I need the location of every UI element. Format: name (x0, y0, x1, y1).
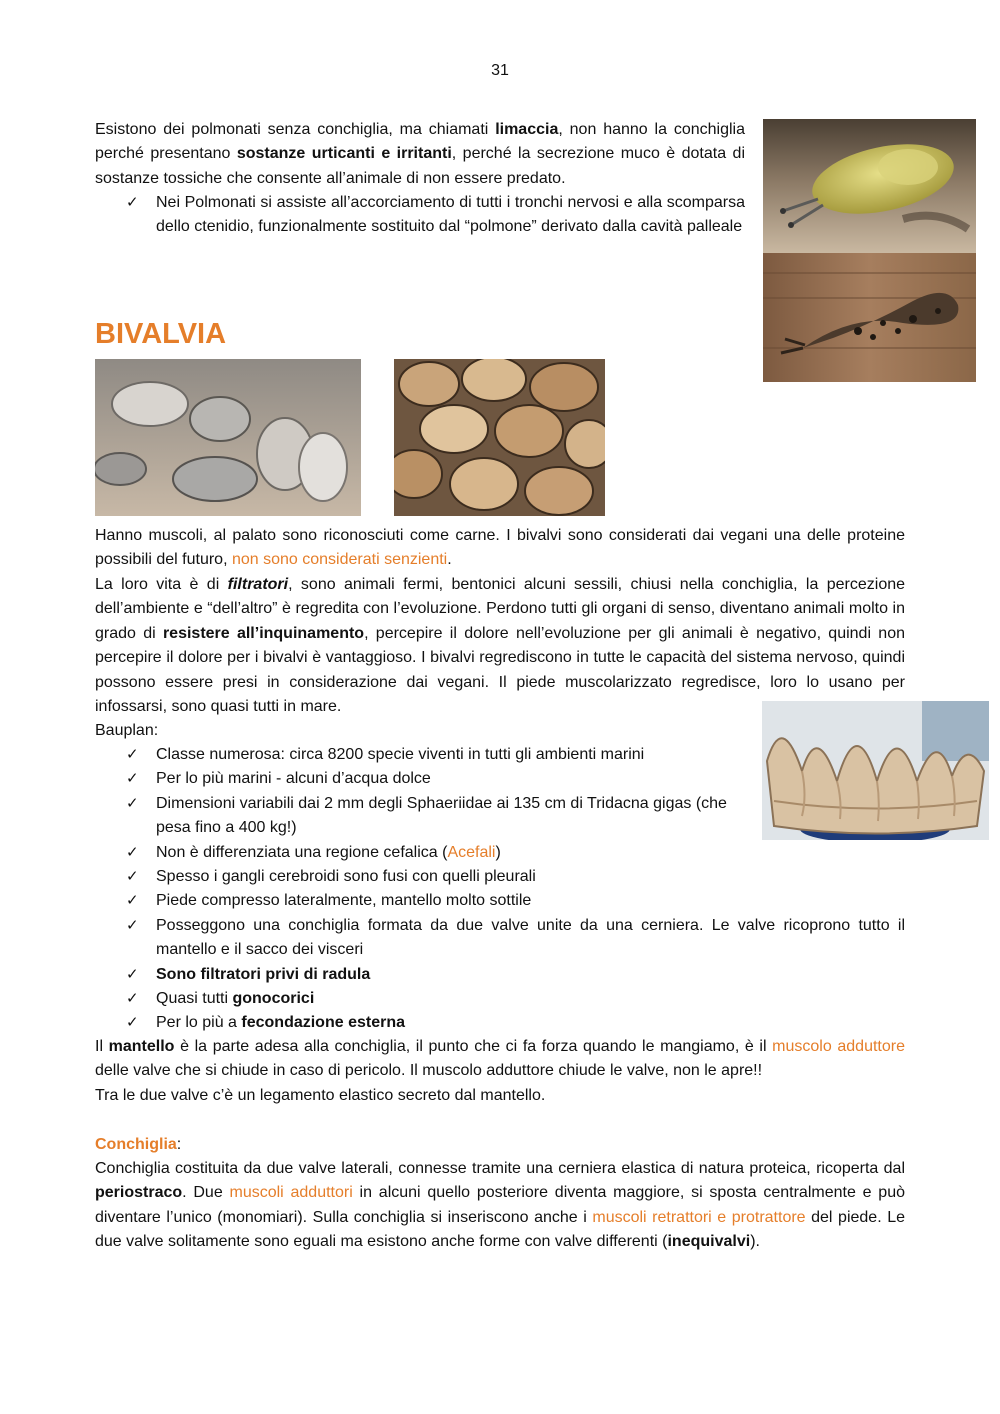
slug-yellow-photo (763, 119, 976, 253)
paragraph-proteine (95, 524, 905, 573)
conchiglia-text-5: ). (750, 1233, 760, 1251)
section-heading: BIVALVIA (95, 318, 227, 350)
check-icon: ✓ (126, 843, 139, 861)
check-icon: ✓ (126, 1014, 139, 1032)
list-item (95, 865, 905, 889)
bauplan-item-text: Piede compresso lateralmente, mantello molto sottile (156, 892, 532, 910)
bauplan-item-text: Dimensioni variabili dai 2 mm degli Sphaeriidae ai 135 cm di Tridacna gigas (che pesa fino a 400 kg!) (156, 794, 727, 837)
bauplan-item-text: Per lo più a (156, 1014, 242, 1032)
mantello-bold: mantello (108, 1038, 175, 1055)
paragraph-filtratori (95, 573, 905, 719)
intro-bullet-text: Nei Polmonati si assiste all’accorciamento di tutti i tronchi nervosi e alla scomparsa dello ctenidio, funzionalmente sostituito dal “polmone” derivato dalla cavità palleale (156, 194, 745, 236)
list-item (95, 963, 905, 987)
intro-bold-limaccia: limaccia (495, 121, 559, 138)
conchiglia-text-3: in alcuni quello posteriore diventa maggiore, si sposta centralmente e può diventare l’unico (monomiari). Sulla conchiglia si inseriscono anche i (95, 1184, 905, 1226)
conchiglia-bold-inequivalvi: inequivalvi (667, 1233, 751, 1251)
conchiglia-heading-text: Conchiglia (95, 1136, 177, 1153)
mantello-text-3: delle valve che si chiude in caso di pericolo. Il muscolo adduttore chiude le valve, non le apre!! (95, 1062, 763, 1080)
intro-text-1: Esistono dei polmonati senza conchiglia, ma chiamati (95, 121, 496, 138)
list-item (95, 743, 905, 767)
check-icon: ✓ (126, 892, 139, 910)
check-icon: ✓ (126, 916, 139, 934)
bauplan-item-text: Spesso i gangli cerebroidi sono fusi con quelli pleurali (156, 868, 536, 886)
list-item (95, 914, 905, 963)
bauplan-item-text: Posseggono una conchiglia formata da due valve unite da una cerniera. Le valve ricoprono tutto il mantello e il sacco dei visceri (156, 916, 905, 959)
check-icon: ✓ (126, 770, 139, 788)
bauplan-bold-gonocorici: gonocorici (232, 990, 315, 1008)
bauplan-bold-filtratori: Sono filtratori privi di radula (156, 965, 371, 983)
paragraph-conchiglia (95, 1157, 905, 1255)
p2-text-1: La loro vita è di (95, 576, 228, 593)
list-item (95, 1011, 905, 1035)
p2-bold-inquinamento: resistere all’inquinamento (162, 624, 365, 642)
intro-text-2: , non hanno la conchiglia perché presentano (95, 121, 746, 163)
mantello-text-2: è la parte adesa alla conchiglia, il punto che ci fa forza quando le mangiamo, è il (174, 1038, 773, 1055)
list-item (95, 792, 748, 841)
bauplan-item-text: Per lo più marini - alcuni d’acqua dolce (156, 770, 431, 788)
conchiglia-heading (95, 1133, 181, 1157)
intro-text-3: , perché la secrezione muco è dotata di sostanze tossiche che consente all’animale di non essere predato. (95, 145, 745, 187)
mantello-orange-adduttore: muscolo adduttore (772, 1038, 905, 1055)
check-icon: ✓ (126, 194, 139, 211)
list-item (95, 841, 905, 865)
check-icon: ✓ (126, 794, 139, 812)
bauplan-orange-acefali: Acefali (447, 843, 496, 861)
page-number: 31 (491, 62, 509, 79)
clams-pile-photo (394, 359, 605, 516)
paragraph-mantello (95, 1035, 905, 1084)
check-icon: ✓ (126, 965, 139, 983)
check-icon: ✓ (126, 868, 139, 886)
p1-orange-senzienti: non sono considerati senzienti (231, 551, 448, 569)
p2-text-3: , percepire il dolore nell’evoluzione per gli animali è negativo, quindi non percepire il dolore per i bivalvi è vantaggioso. I bivalvi regrediscono in tutte le capacità del sistema nervoso, quindi possono essere presi in considerazione dai vegani. Il piede muscolarizzato regredisce, loro lo usano per infossarsi, sono quasi tutti in mare. (95, 624, 905, 716)
intro-checklist (95, 191, 745, 240)
conchiglia-orange-adduttori: muscoli adduttori (229, 1184, 353, 1202)
p2-text-2: , sono animali fermi, bentonici alcuni sessili, chiusi nella conchiglia, la percezione dell’ambiente e “dell’altro” è regredita con l’evoluzione. Perdono tutti gli organi di senso, diventano animali molto in grado di (95, 576, 906, 642)
bauplan-item-text: Quasi tutti (156, 990, 233, 1008)
bauplan-item-text: Classe numerosa: circa 8200 specie viventi in tutti gli ambienti marini (156, 746, 645, 763)
conchiglia-text-2: . Due (182, 1184, 230, 1202)
mantello-text-1: Il (95, 1038, 109, 1055)
check-icon: ✓ (126, 746, 139, 763)
conchiglia-text-4: del piede. Le due valve solitamente sono eguali ma esistono anche forme con valve differenti ( (95, 1208, 906, 1251)
conchiglia-colon: : (176, 1136, 182, 1153)
bauplan-bold-fecondazione: fecondazione esterna (241, 1014, 405, 1032)
bauplan-checklist (95, 743, 905, 1036)
paragraph-legamento: Tra le due valve c’è un legamento elastico secreto dal mantello. (95, 1087, 546, 1104)
list-item (95, 767, 905, 791)
slug-spotted-photo (763, 253, 976, 382)
list-item (95, 191, 745, 240)
conchiglia-orange-retrattori: muscoli retrattori e protrattore (592, 1208, 806, 1226)
p1-text-2: . (447, 551, 452, 569)
intro-paragraph (95, 118, 745, 191)
list-item (95, 889, 905, 913)
p1-text-1: Hanno muscoli, al palato sono riconosciuti come carne. I bivalvi sono considerati dai vegani una delle proteine possibili del futuro, (95, 527, 905, 569)
intro-bold-sostanze: sostanze urticanti e irritanti (236, 145, 452, 163)
check-icon: ✓ (126, 990, 139, 1008)
list-item (95, 987, 905, 1011)
bauplan-label: Bauplan: (95, 722, 159, 739)
conchiglia-text-1: Conchiglia costituita da due valve laterali, connesse tramite una cerniera elastica di natura proteica, ricoperta dal (95, 1160, 905, 1177)
p2-bold-italic-filtratori: filtratori (227, 576, 289, 593)
bauplan-item-text: ) (495, 843, 501, 861)
bauplan-item-text: Non è differenziata una regione cefalica ( (156, 843, 448, 861)
conchiglia-bold-periostraco: periostraco (95, 1184, 183, 1202)
clams-beach-photo (95, 359, 361, 516)
